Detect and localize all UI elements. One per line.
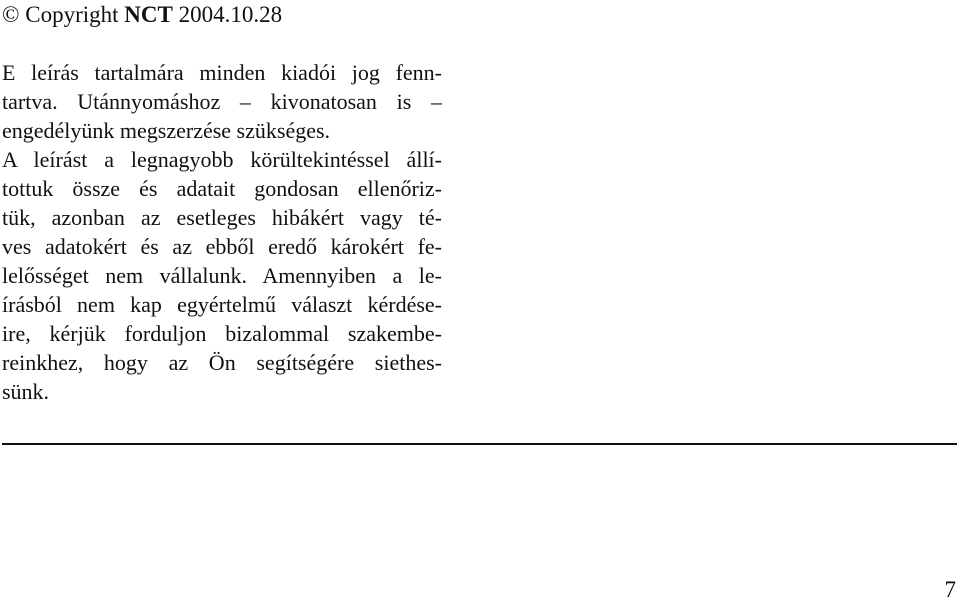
disclaimer-line: lelősséget nem vállalunk. Amennyiben a le- (2, 263, 442, 288)
copyright-prefix: Copyright (19, 2, 125, 27)
disclaimer-line: sünk. (2, 379, 50, 404)
disclaimer-line: tottuk össze és adatait gondosan ellenőriz- (2, 176, 442, 201)
disclaimer-line: A leírást a legnagyobb körültekintéssel állí- (2, 147, 442, 172)
disclaimer-paragraph (2, 145, 442, 406)
rights-paragraph (2, 58, 442, 145)
copyright-symbol: © (2, 2, 20, 27)
copyright-date: 2004.10.28 (172, 2, 283, 27)
disclaimer-line: ire, kérjük forduljon bizalommal szakembe- (2, 321, 442, 346)
rights-line: tartva. Utánnyomáshoz – kivonatosan is – (2, 89, 442, 114)
page-number: 7 (944, 577, 956, 602)
copyright-line (2, 0, 282, 30)
disclaimer-line: reinkhez, hogy az Ön segítségére siethes- (2, 350, 442, 375)
company-name: NCT (124, 2, 173, 27)
disclaimer-line: ves adatokért és az ebből eredő károkért fe- (2, 234, 442, 259)
rights-line: E leírás tartalmára minden kiadói jog fenn- (2, 60, 442, 85)
horizontal-divider (2, 443, 957, 445)
disclaimer-line: írásból nem kap egyértelmű választ kérdése- (2, 292, 442, 317)
rights-line: engedélyünk megszerzése szükséges. (2, 118, 331, 143)
disclaimer-line: tük, azonban az esetleges hibákért vagy té- (2, 205, 442, 230)
